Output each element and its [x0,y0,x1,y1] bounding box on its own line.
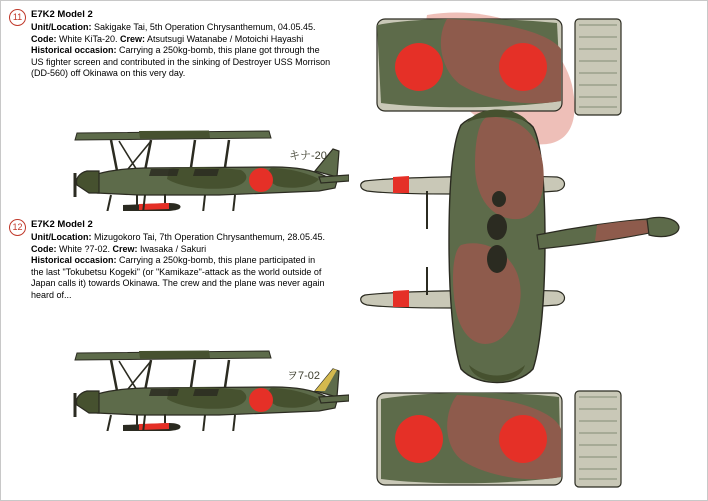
label-unit-location: Unit/Location: [31,22,92,32]
hinomaru-roundel-top-right [499,43,547,91]
hinomaru-roundel-bottom-right [499,415,547,463]
entry-number-badge-11: 11 [9,9,26,26]
value-unit-location: Sakigake Tai, 5th Operation Chrysanthemum, 04.05.45. [91,22,316,32]
hinomaru-roundel-top-left [395,43,443,91]
label-historical-occasion: Historical occasion: [31,45,117,56]
aircraft-entry-11 [12,9,353,80]
hinomaru-roundel [249,388,273,412]
aircraft-entry-12 [12,219,353,302]
entry-code-crew-11 [31,34,353,46]
entry-historical-12-b: the last "Tokubetsu Kogeki" (or "Kamikaze"-attack as the world outside of [31,266,322,277]
value-crew: Atsutsugi Watanabe / Motoichi Hayashi [145,33,304,44]
aircraft-code-1: キナ-20 [289,150,327,162]
value-crew-12: Iwasaka / Sakuri [137,243,207,254]
entry-historical-11-c: (DD-560) off Okinawa on this very day. [31,68,186,79]
entry-code-crew-12 [31,244,353,256]
entry-number-badge-12: 12 [9,219,26,236]
label-unit-location-12: Unit/Location: [31,232,92,242]
aircraft-code-2: ヲ7-02 [287,370,321,382]
label-code-12: Code: [31,243,57,254]
entry-unit-location-12 [31,232,353,244]
aircraft-top-view [357,5,705,499]
entry-historical-12-c: Japan calls it) towards Okinawa. The crew and the plane was never again [31,278,325,289]
entry-unit-location-11 [31,22,353,34]
label-crew-12: Crew: [112,243,138,254]
label-code: Code: [31,33,57,44]
entry-title-11: E7K2 Model 2 [31,9,93,20]
value-historical-12-a: Carrying a 250kg-bomb, this plane participated in [116,255,316,266]
entry-historical-12-d: heard of... [31,289,72,300]
entry-title-12: E7K2 Model 2 [31,219,93,230]
entry-historical-12-a [31,255,353,267]
value-code: White KiTa-20. [56,33,121,44]
value-historical-a: Carrying a 250kg-bomb, this plane got through the [116,45,320,56]
label-crew: Crew: [120,33,146,44]
aircraft-side-profile-1 [19,81,349,211]
hinomaru-roundel [249,168,273,192]
value-unit-location-12: Mizugokoro Tai, 7th Operation Chrysanthemum, 28.05.45. [91,232,325,242]
hinomaru-roundel-bottom-left [395,415,443,463]
entry-historical-11-a [31,45,353,57]
entry-historical-11-b: US fighter screen and contributed in the sinking of Destroyer USS Morrison [31,56,331,67]
aircraft-side-profile-2 [19,301,349,431]
value-code-12: White ?7-02. [56,243,113,254]
label-historical-occasion-12: Historical occasion: [31,255,117,266]
